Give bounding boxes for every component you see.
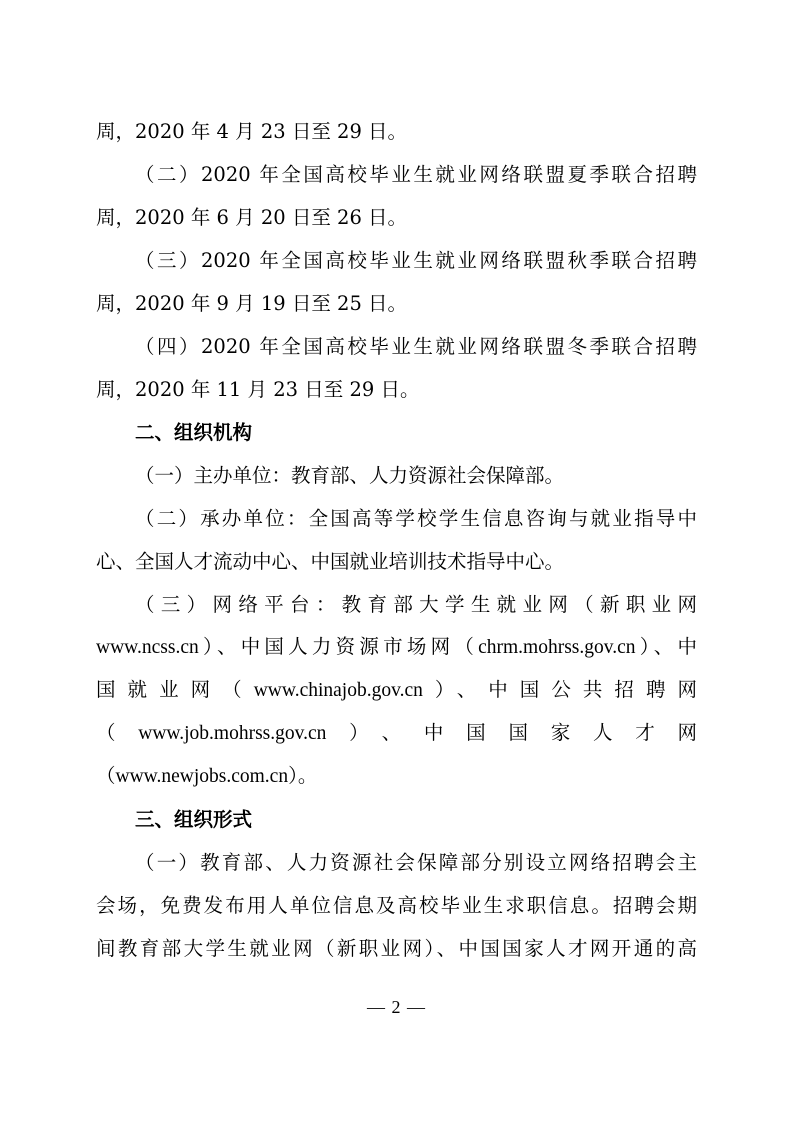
page-number: — 2 — bbox=[367, 997, 426, 1017]
paragraph-format-line1: （一）教育部、人力资源社会保障部分别设立网络招聘会主 bbox=[135, 851, 697, 874]
paragraph-winter-week-line1: （四）2020 年全国高校毕业生就业网络联盟冬季联合招聘 bbox=[135, 335, 697, 358]
paragraph-platforms-line3: 国就业网（www.chinajob.gov.cn）、中国公共招聘网 bbox=[96, 680, 697, 701]
section-heading-format: 三、组织形式 bbox=[135, 808, 253, 831]
paragraph-summer-week-line2: 周，2020 年 6 月 20 日至 26 日。 bbox=[96, 206, 408, 229]
paragraph-host-units: （一）主办单位：教育部、人力资源社会保障部。 bbox=[135, 464, 565, 487]
paragraph-organizing-units-line1: （二）承办单位：全国高等学校学生信息咨询与就业指导中 bbox=[135, 507, 697, 530]
section-heading-organization: 二、组织机构 bbox=[135, 421, 253, 444]
paragraph-organizing-units-line2: 心、全国人才流动中心、中国就业培训技术指导中心。 bbox=[96, 550, 565, 573]
paragraph-platforms-line1: （三）网络平台：教育部大学生就业网（新职业网 bbox=[135, 593, 697, 616]
paragraph-platforms-line2: www.ncss.cn）、中国人力资源市场网（chrm.mohrss.gov.cn）、中 bbox=[96, 637, 697, 658]
paragraph-continuation-spring-week: 周，2020 年 4 月 23 日至 29 日。 bbox=[96, 120, 408, 143]
paragraph-winter-week-line2: 周，2020 年 11 月 23 日至 29 日。 bbox=[96, 378, 420, 401]
paragraph-summer-week-line1: （二）2020 年全国高校毕业生就业网络联盟夏季联合招聘 bbox=[135, 163, 697, 186]
paragraph-platforms-line4: （www.job.mohrss.gov.cn）、中国国家人才网 bbox=[96, 723, 697, 744]
paragraph-platforms-line5: （www.newjobs.com.cn）。 bbox=[96, 766, 318, 787]
paragraph-autumn-week-line2: 周，2020 年 9 月 19 日至 25 日。 bbox=[96, 292, 408, 315]
paragraph-format-line2: 会场，免费发布用人单位信息及高校毕业生求职信息。招聘会期 bbox=[96, 894, 697, 917]
paragraph-format-line3: 间教育部大学生就业网（新职业网）、中国国家人才网开通的高 bbox=[96, 937, 697, 960]
document-body bbox=[96, 110, 697, 970]
paragraph-autumn-week-line1: （三）2020 年全国高校毕业生就业网络联盟秋季联合招聘 bbox=[135, 249, 697, 272]
